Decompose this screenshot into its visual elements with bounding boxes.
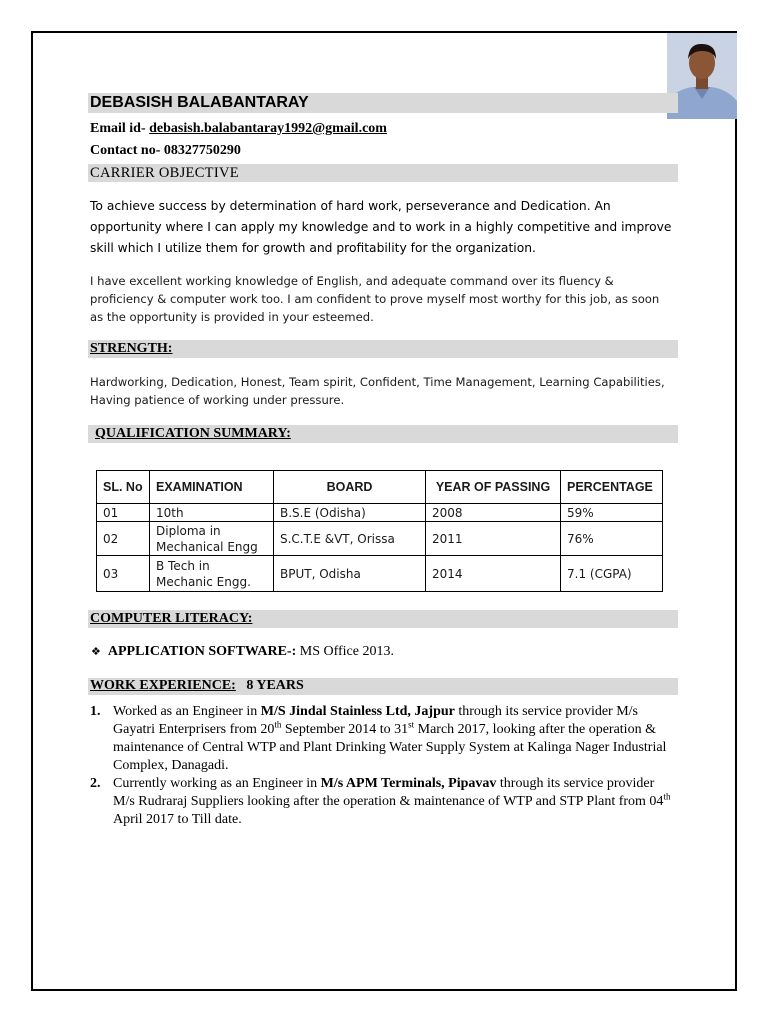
application-software-value: MS Office 2013. (296, 644, 394, 659)
ordinal-suffix: th (663, 791, 671, 802)
table-cell: 2008 (426, 504, 561, 522)
table-cell: 02 (97, 522, 150, 556)
table-cell: 76% (561, 522, 663, 556)
col-header: YEAR OF PASSING (426, 471, 561, 504)
table-row (97, 504, 663, 522)
table-cell: 10th (150, 504, 274, 522)
qualification-heading: QUALIFICATION SUMMARY: (95, 426, 291, 441)
application-software-line (91, 644, 394, 660)
table-cell: B.S.E (Odisha) (274, 504, 426, 522)
table-cell: 59% (561, 504, 663, 522)
objective-paragraph-1: To achieve success by determination of hard work, perseverance and Dedication. An opportunity where I can apply my knowledge and to work in a highly competitive and improve skill which I utilize them for growth and profitability for the organization. (90, 199, 672, 255)
col-header: EXAMINATION (150, 471, 274, 504)
col-header: BOARD (274, 471, 426, 504)
email-link[interactable]: debasish.balabantaray1992@gmail.com (149, 121, 387, 136)
objective-paragraph-2: I have excellent working knowledge of English, and adequate command over its fluency & proficiency & computer work too. I am confident to prove myself most worthy for this job, as soon as the opportunity is provided in your esteemed. (90, 274, 660, 324)
work-years: 8 YEARS (246, 678, 304, 693)
work-item-text: through its service provider M/s Rudraraj Suppliers looking after the operation & maintenance of WTP and STP Plant from 04 (113, 776, 664, 809)
application-software-label: APPLICATION SOFTWARE-: (107, 644, 297, 659)
diamond-bullet-icon: ❖ (91, 645, 101, 658)
work-item-text: through its service provider M/s Gayatri Enterprisers from 20 (113, 704, 639, 737)
table-cell: 7.1 (CGPA) (561, 556, 663, 592)
work-item-text: April 2017 to Till date. (113, 812, 242, 827)
table-cell: 2011 (426, 522, 561, 556)
strength-heading: STRENGTH: (90, 341, 173, 356)
objective-heading: CARRIER OBJECTIVE (90, 165, 239, 181)
contact-line: Contact no- 08327750290 (90, 143, 241, 158)
table-row (97, 556, 663, 592)
work-item-text: Worked as an Engineer in (113, 704, 261, 719)
table-cell: B Tech in Mechanic Engg. (150, 556, 274, 592)
col-header: PERCENTAGE (561, 471, 663, 504)
list-number: 2. (90, 776, 101, 791)
table-cell: S.C.T.E &VT, Orissa (274, 522, 426, 556)
email-label: Email id- (90, 121, 150, 136)
table-cell: Diploma in Mechanical Engg (150, 522, 274, 556)
company-name: M/S Jindal Stainless Ltd, Jajpur (260, 704, 455, 719)
company-name: M/s APM Terminals, Pipavav (320, 776, 497, 791)
table-header-row (97, 471, 663, 504)
work-item-text: September 2014 to 31 (281, 722, 409, 737)
work-item-2 (90, 775, 678, 831)
strength-text: Hardworking, Dedication, Honest, Team spirit, Confident, Time Management, Learning Capabilities, Having patience of working under pressure. (90, 375, 665, 407)
table-cell: 03 (97, 556, 150, 592)
ordinal-suffix: th (274, 719, 282, 730)
work-item-text: March 2017, looking after the operation & maintenance of Central WTP and Plant Drinking Water Supply System at Kalinga Nager Industrial Complex, Danagadi. (113, 722, 667, 773)
work-item-1 (90, 703, 678, 775)
col-header: SL. No (97, 471, 150, 504)
qualification-table (96, 470, 663, 592)
strength-bar (88, 340, 678, 358)
table-cell: 2014 (426, 556, 561, 592)
table-cell: BPUT, Odisha (274, 556, 426, 592)
computer-heading: COMPUTER LITERACY: (90, 611, 253, 626)
table-row (97, 522, 663, 556)
work-heading: WORK EXPERIENCE: (90, 678, 236, 693)
list-number: 1. (90, 704, 101, 719)
candidate-name: DEBASISH BALABANTARAY (90, 94, 309, 111)
work-heading-line (90, 678, 304, 694)
email-line (90, 121, 387, 137)
work-item-text: Currently working as an Engineer in (113, 776, 321, 791)
table-cell: 01 (97, 504, 150, 522)
ordinal-suffix: st (408, 719, 415, 730)
